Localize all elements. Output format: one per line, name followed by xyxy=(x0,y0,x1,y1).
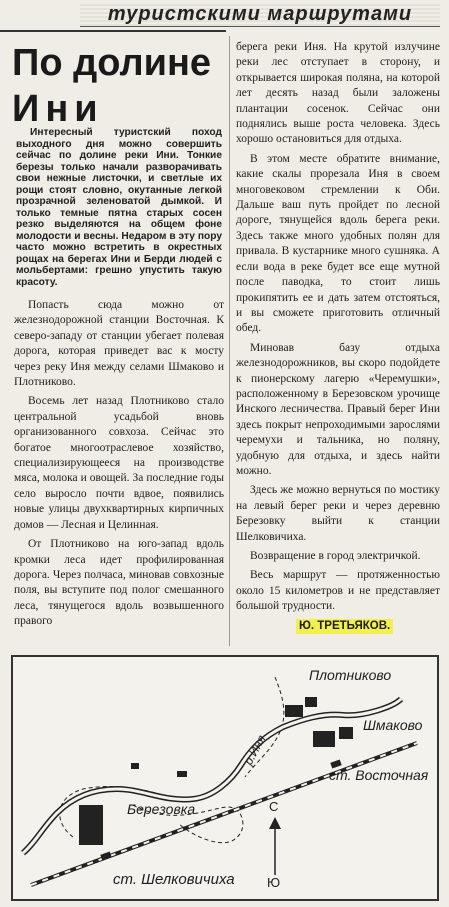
left-column xyxy=(14,298,224,634)
paragraph: В этом месте обратите внимание, какие скалы прорезала Иня в своем многовековом стремлении к Оби. Дальше ваш путь пройдет по лесной дороге, тянущейся вдоль берега реки. Здесь также много удобных полян для привала. В кустарнике много сушняка. А если вода в реке будет все еще мутной после паводка, то стоит лишь прокипятить ее и дать затем отстояться, и вы сможете приготовить отличный обед. xyxy=(236,152,440,335)
lead-paragraph: Интересный туристский поход выходного дня можно совершить сейчас по долине реки Ини. Тонкие березы только начали разворачивать свои нежные листочки, и светлые их рощи стоят словно, окутанные легкой прозрачной зеленоватой дымкой. И только темные пятна старых сосен резко выделяются на общем фоне молодости и весны. Недаром в эту пору часто можно встретить в окрестных рощах на берегах Ини и Берди людей с мольбертами: грешно упустить такую красоту. xyxy=(16,127,222,288)
paragraph: Возвращение в город электричкой. xyxy=(250,550,421,562)
berezovka-block xyxy=(79,805,103,845)
label-north: С xyxy=(269,799,279,814)
compass-head xyxy=(269,817,281,829)
paragraph: Здесь же можно вернуться по мостику на левый берег реки и через деревню Березовку выйти к станции Шелковичиха. xyxy=(236,484,440,543)
label-plotnikovo: Плотниково xyxy=(309,667,392,683)
header-rule xyxy=(0,30,226,32)
label-shelkovichikha: ст. Шелковичиха xyxy=(113,871,235,888)
route-map xyxy=(11,655,439,901)
rubric-header: туристскими маршрутами xyxy=(80,2,440,27)
title-line-2: Ини xyxy=(12,88,104,130)
paragraph: Миновав базу отдыха железнодорожников, вы скоро подойдете к пионерскому лагерю «Черемушки», расположенному в Березовском урочище Инского лесничества. Правый берег Ини здесь покрыт непроходимыми зарослями черемухи и тальника, но поляну, удобную для отдыха, и здесь найти можно. xyxy=(236,341,440,477)
article-title xyxy=(12,40,222,132)
village-plotnikovo xyxy=(285,705,303,717)
label-vostochnaya: ст. Восточная xyxy=(329,767,429,783)
village-shmakovo-2 xyxy=(339,727,353,739)
label-shmakovo: Шмаково xyxy=(363,717,423,733)
paragraph: Восемь лет назад Плотниково стало центральной усадьбой вновь организованного совхоза. Сейчас это богатое многоотраслевое хозяйство, специализирующееся на производстве мяса, молока и овощей. За последние годы село выросло почти вдвое, появились новые улицы двухквартирных кирпичных домов — Лесная и Целинная. xyxy=(14,395,224,531)
column-divider xyxy=(229,36,230,646)
label-south: Ю xyxy=(267,875,281,890)
title-line-1: По долине xyxy=(12,42,212,84)
village-shmakovo xyxy=(313,731,335,747)
village-plotnikovo-2 xyxy=(305,697,317,707)
station-shelkovichikha-marker xyxy=(100,851,111,860)
camp-block xyxy=(131,763,139,769)
right-column xyxy=(236,40,440,634)
base-block xyxy=(177,771,187,777)
label-river-inya: р.Иня xyxy=(241,732,269,768)
paragraph: От Плотниково на юго-запад вдоль кромки леса идет профилированная дорога. Через полчаса, миновав совхозные поля, вы вступите под полог смешанного леса, тянущегося вдоль возвышенного правого xyxy=(14,538,224,628)
paragraph: Весь маршрут — протяженностью около 15 километров и не представляет большой трудности. xyxy=(236,569,440,613)
paragraph: берега реки Иня. На крутой излучине реки лес отступает в сторону, и открывается широкая поляна, на которой лет десять назад были заложены плантации сосенок. Сейчас они поднялись выше роста человека. Здесь хорошо остановиться для отдыха. xyxy=(236,41,440,146)
author-signature: Ю. ТРЕТЬЯКОВ. xyxy=(296,619,393,634)
label-berezovka: Березовка xyxy=(127,801,196,817)
paragraph: Попасть сюда можно от железнодорожной станции Восточная. К северо-западу от станции убегает полевая дорога, которая приведет вас к мосту через реку Иня между селами Шмаково и Плотниково. xyxy=(14,299,224,389)
